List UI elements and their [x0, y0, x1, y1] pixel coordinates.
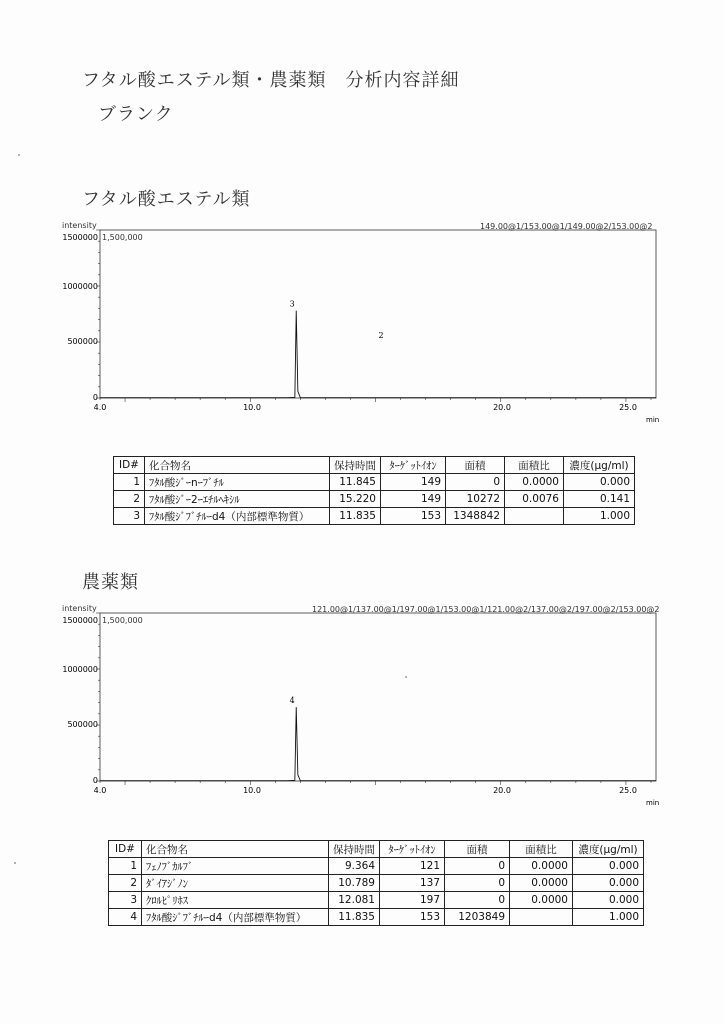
- results-table-pesticides: [108, 840, 644, 926]
- cell-id: 3: [109, 892, 142, 909]
- table-row: [114, 491, 635, 508]
- col-concentration: 濃度(μg/ml): [564, 457, 635, 474]
- chart2-ytick-500000: 500000: [67, 720, 98, 729]
- cell-compound: ﾌﾀﾙ酸ｼﾞﾌﾞﾁﾙｰd4（内部標準物質）: [145, 508, 330, 525]
- table-row: [109, 858, 644, 875]
- table-row: [109, 875, 644, 892]
- section-heading-pesticides: 農薬類: [82, 572, 139, 593]
- cell-area: 0: [445, 875, 510, 892]
- cell-concentration: 0.000: [573, 858, 644, 875]
- col-target-ion: ﾀｰｹﾞｯﾄｲｵﾝ: [381, 457, 446, 474]
- cell-id: 2: [114, 491, 145, 508]
- scan-speck: [18, 154, 20, 156]
- col-id: ID#: [109, 841, 142, 858]
- section-heading-phthalates: フタル酸エステル類: [82, 189, 251, 210]
- col-rt: 保持時間: [329, 841, 380, 858]
- results-table-phthalates: [113, 456, 635, 525]
- table-row: [109, 909, 644, 926]
- cell-target-ion: 121: [380, 858, 445, 875]
- col-area: 面積: [446, 457, 505, 474]
- col-target-ion: ﾀｰｹﾞｯﾄｲｵﾝ: [380, 841, 445, 858]
- cell-compound: ﾌﾀﾙ酸ｼﾞｰnｰﾌﾞﾁﾙ: [145, 474, 330, 491]
- cell-concentration: 0.000: [564, 474, 635, 491]
- cell-area-ratio: 0.0000: [510, 892, 573, 909]
- scan-speck: [14, 862, 16, 864]
- chart1-ion-label: 149.00@1/153.00@1/149.00@2/153.00@2: [480, 222, 653, 231]
- chart2-ytick-1500000: 1500000: [62, 616, 98, 625]
- cell-id: 1: [109, 858, 142, 875]
- cell-target-ion: 197: [380, 892, 445, 909]
- chart1-xunit: min: [646, 416, 660, 424]
- cell-compound: ﾌﾀﾙ酸ｼﾞﾌﾞﾁﾙｰd4（内部標準物質）: [142, 909, 329, 926]
- cell-rt: 15.220: [330, 491, 381, 508]
- cell-rt: 11.835: [330, 508, 381, 525]
- cell-rt: 10.789: [329, 875, 380, 892]
- chart1-xtick-25: 25.0: [619, 403, 637, 412]
- chart2-xtick-20: 20.0: [493, 786, 511, 795]
- document-title: フタル酸エステル類・農薬類 分析内容詳細: [82, 70, 460, 91]
- chart1-xtick-4: 4.0: [93, 403, 107, 412]
- table-row: [114, 508, 635, 525]
- cell-rt: 12.081: [329, 892, 380, 909]
- chromatogram-pesticides: [0, 603, 724, 843]
- col-area: 面積: [445, 841, 510, 858]
- col-compound: 化合物名: [142, 841, 329, 858]
- chart2-trace: [100, 707, 656, 781]
- cell-target-ion: 149: [381, 491, 446, 508]
- scan-speck: [405, 676, 407, 678]
- cell-compound: ｸﾛﾙﾋﾟﾘﾎｽ: [142, 892, 329, 909]
- cell-area-ratio: 0.0000: [510, 858, 573, 875]
- chart2-xtick-4: 4.0: [93, 786, 107, 795]
- cell-area-ratio: 0.0076: [505, 491, 564, 508]
- table-header-row: [114, 457, 635, 474]
- chromatogram-phthalates: [0, 220, 724, 460]
- cell-concentration: 0.141: [564, 491, 635, 508]
- cell-area: 1348842: [446, 508, 505, 525]
- chart2-ytick-1000000: 1000000: [62, 665, 98, 674]
- chart1-ytick-1500000: 1500000: [62, 233, 98, 242]
- cell-rt: 9.364: [329, 858, 380, 875]
- chart2-intensity-label: intensity: [62, 604, 97, 613]
- chart1-ytick-0: 0: [92, 393, 98, 402]
- chart2-ytick-0: 0: [92, 776, 98, 785]
- cell-rt: 11.835: [329, 909, 380, 926]
- cell-compound: ﾌﾀﾙ酸ｼﾞｰ2ｰｴﾁﾙﾍｷｼﾙ: [145, 491, 330, 508]
- cell-target-ion: 153: [381, 508, 446, 525]
- cell-concentration: 0.000: [573, 875, 644, 892]
- table-row: [114, 474, 635, 491]
- cell-area: 1203849: [445, 909, 510, 926]
- table-row: [109, 892, 644, 909]
- cell-concentration: 1.000: [573, 909, 644, 926]
- cell-area-ratio: [510, 909, 573, 926]
- cell-area-ratio: [505, 508, 564, 525]
- chart1-ytick-500000: 500000: [67, 337, 98, 346]
- col-area-ratio: 面積比: [510, 841, 573, 858]
- chart2-xtick-25: 25.0: [619, 786, 637, 795]
- chart2-xtick-10: 10.0: [243, 786, 261, 795]
- chart1-peak-label-2: 2: [378, 331, 384, 340]
- col-compound: 化合物名: [145, 457, 330, 474]
- chart1-trace: [100, 311, 656, 398]
- cell-compound: ﾀﾞｲｱｼﾞﾉﾝ: [142, 875, 329, 892]
- cell-area: 10272: [446, 491, 505, 508]
- chart1-frame: [100, 230, 656, 398]
- col-id: ID#: [114, 457, 145, 474]
- chart1-intensity-label: intensity: [62, 221, 97, 230]
- cell-id: 4: [109, 909, 142, 926]
- cell-area-ratio: 0.0000: [505, 474, 564, 491]
- cell-compound: ﾌｪﾉﾌﾞｶﾙﾌﾞ: [142, 858, 329, 875]
- cell-id: 3: [114, 508, 145, 525]
- cell-area: 0: [445, 892, 510, 909]
- chart1-peak-label-3: 3: [289, 299, 295, 309]
- cell-concentration: 0.000: [573, 892, 644, 909]
- chart2-frame: [100, 613, 656, 781]
- chart1-xtick-20: 20.0: [493, 403, 511, 412]
- chart2-xunit: min: [646, 799, 660, 807]
- chart1-xtick-10: 10.0: [243, 403, 261, 412]
- chart2-peak-label-4: 4: [289, 696, 295, 706]
- cell-target-ion: 153: [380, 909, 445, 926]
- document-subtitle: ブランク: [98, 104, 174, 125]
- chart1-ymax-label: 1,500,000: [102, 233, 143, 242]
- cell-area: 0: [446, 474, 505, 491]
- table-header-row: [109, 841, 644, 858]
- chart1-ytick-1000000: 1000000: [62, 282, 98, 291]
- chart2-ion-label: 121.00@1/137.00@1/197.00@1/153.00@1/121.00@2/137.00@2/197.00@2/153.00@2: [312, 605, 660, 614]
- col-concentration: 濃度(μg/ml): [573, 841, 644, 858]
- cell-concentration: 1.000: [564, 508, 635, 525]
- cell-rt: 11.845: [330, 474, 381, 491]
- col-rt: 保持時間: [330, 457, 381, 474]
- cell-area-ratio: 0.0000: [510, 875, 573, 892]
- col-area-ratio: 面積比: [505, 457, 564, 474]
- cell-id: 1: [114, 474, 145, 491]
- cell-target-ion: 149: [381, 474, 446, 491]
- chart2-ymax-label: 1,500,000: [102, 616, 143, 625]
- cell-target-ion: 137: [380, 875, 445, 892]
- cell-area: 0: [445, 858, 510, 875]
- cell-id: 2: [109, 875, 142, 892]
